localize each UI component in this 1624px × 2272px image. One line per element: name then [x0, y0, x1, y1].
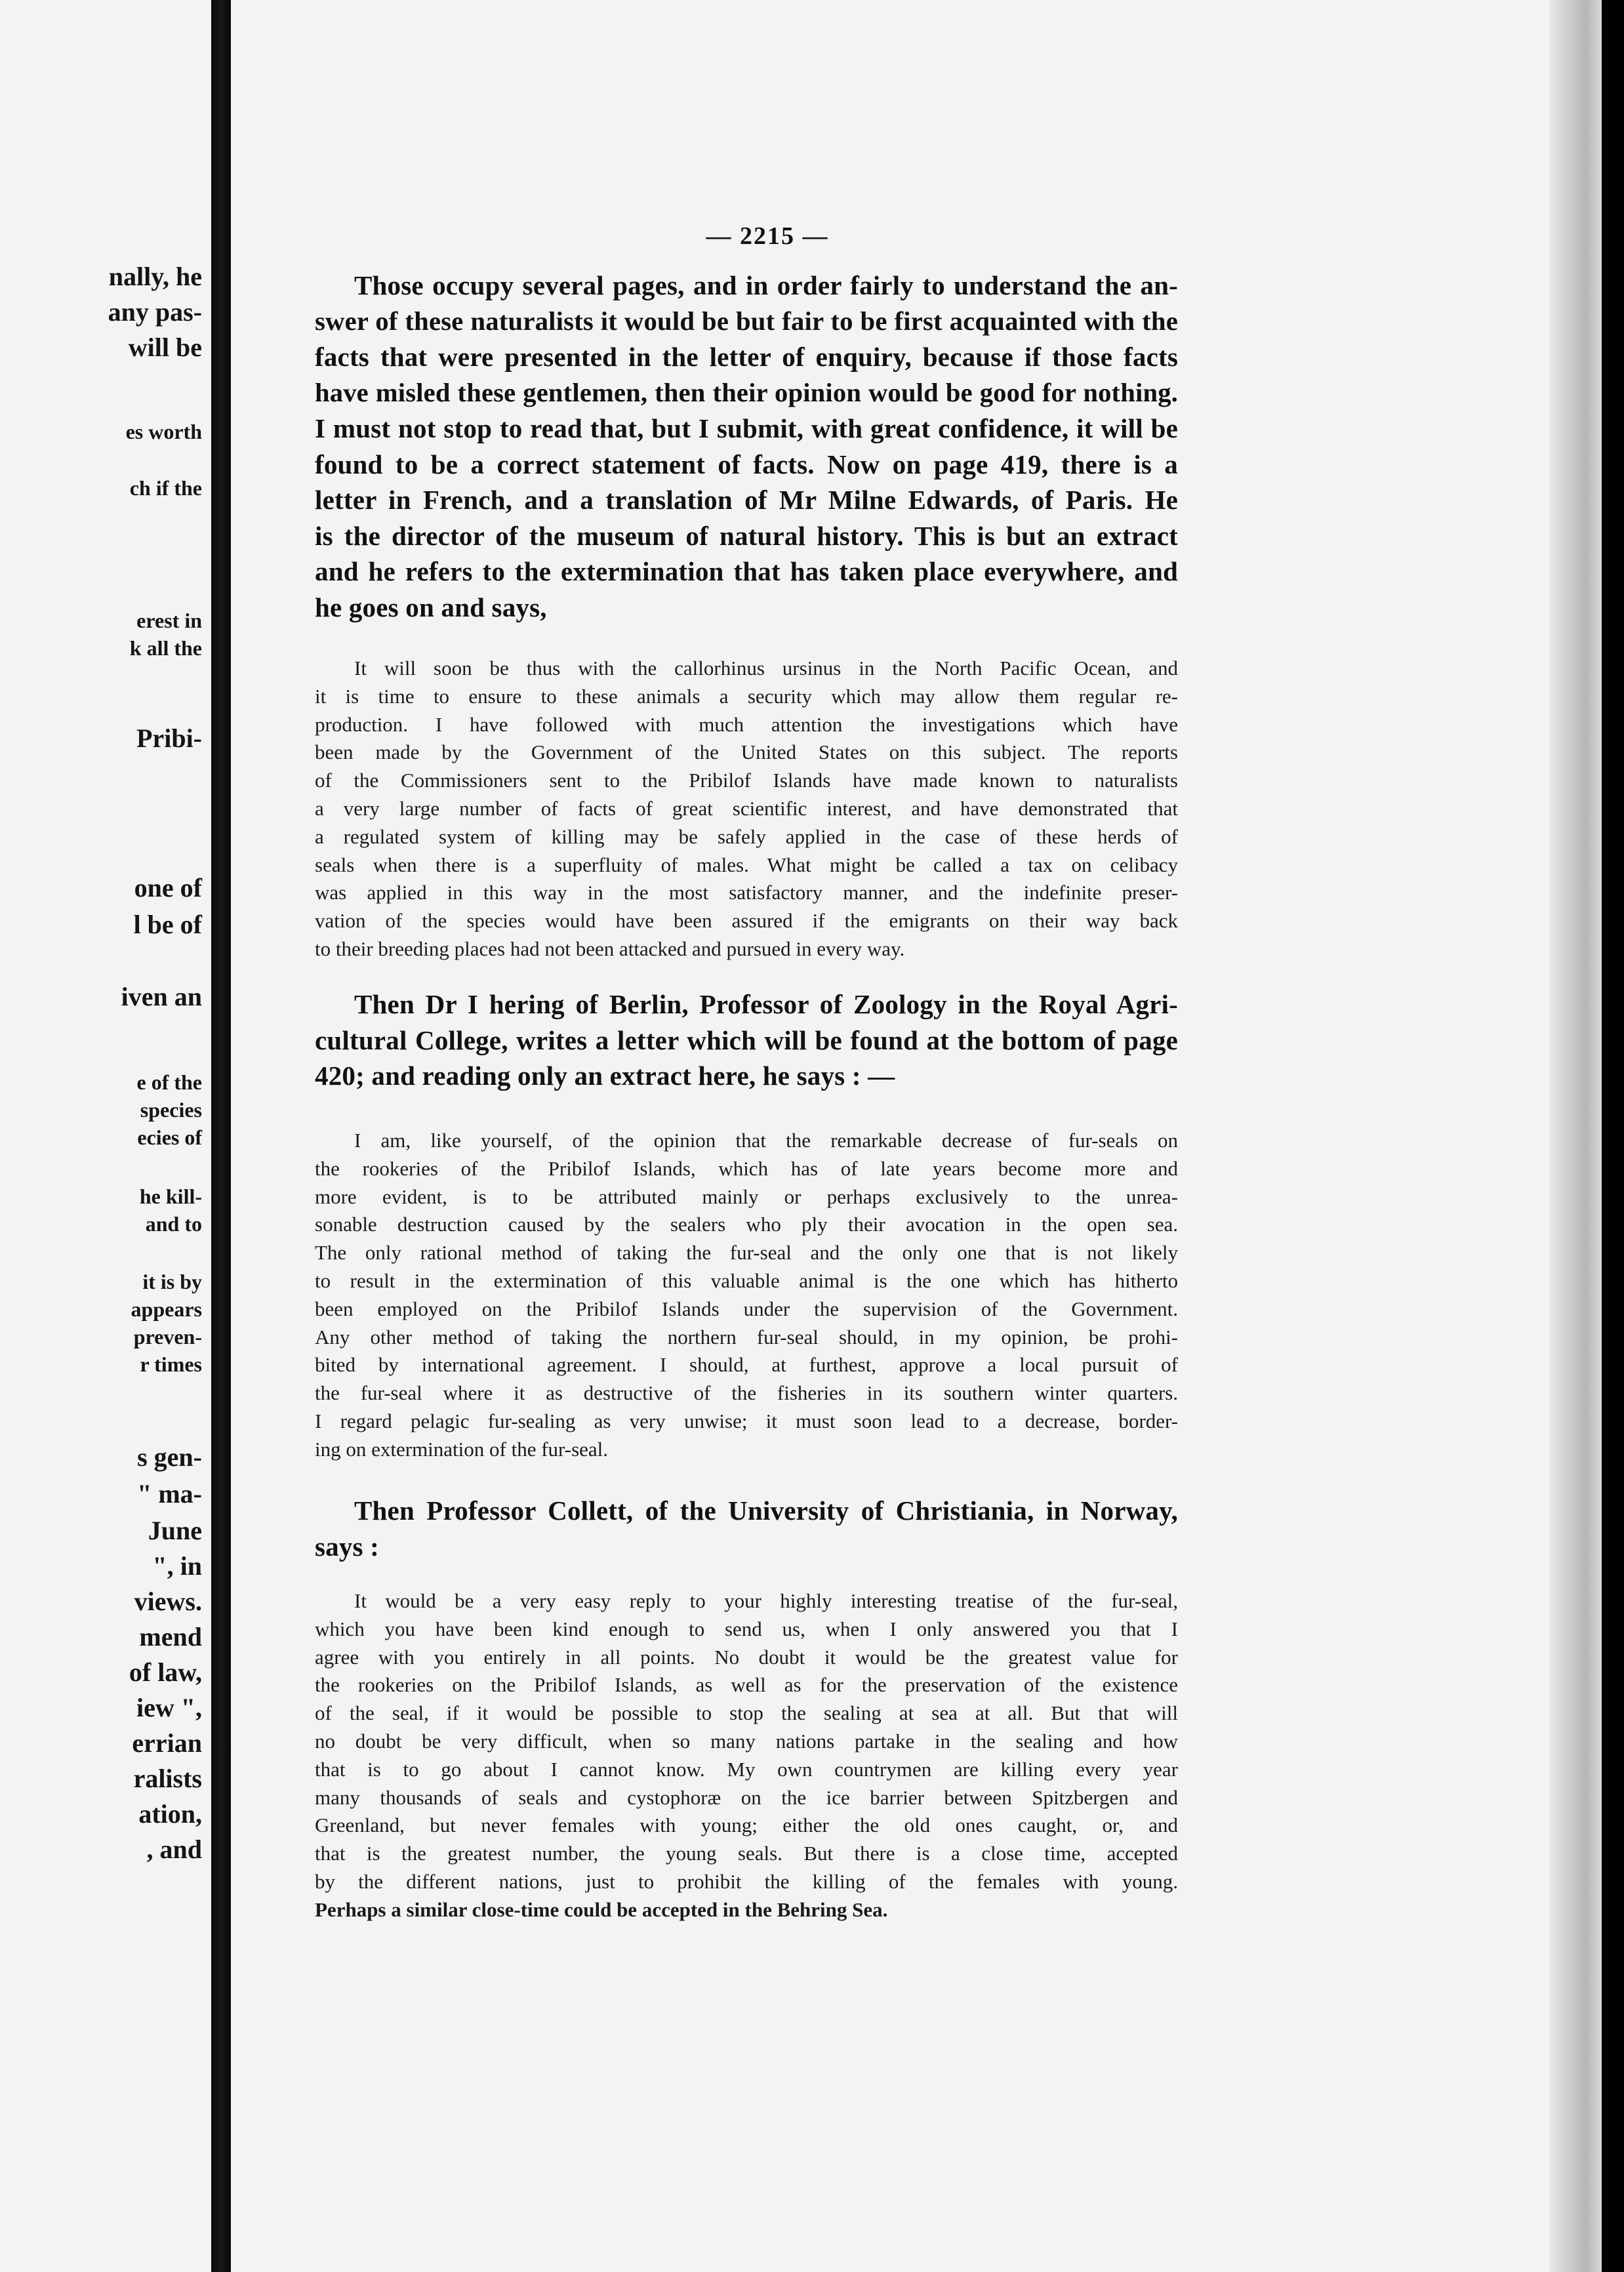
- left-page-line: Pribi-: [136, 723, 202, 753]
- paragraph-1: [315, 268, 1178, 625]
- quote-line: vation of the species would have been assured if the emigrants on their way back: [315, 909, 1178, 933]
- quote-line: no doubt be very difficult, when so many nations partake in the sealing and how: [315, 1729, 1178, 1753]
- quote-line: Greenland, but never females with young; either the old ones caught, or, and: [315, 1814, 1178, 1837]
- quote-line: bited by international agreement. I should, at furthest, approve a local pursuit of: [315, 1353, 1178, 1377]
- left-page-line: one of: [134, 873, 202, 903]
- page-number: — 2215 —: [706, 222, 829, 250]
- text-line: and he refers to the extermination that has taken place everywhere, and: [315, 556, 1178, 586]
- left-page-line: ", in: [152, 1551, 202, 1581]
- left-page-line: es worth: [125, 420, 202, 443]
- left-page-line: errian: [132, 1728, 202, 1758]
- quote-line: been employed on the Pribilof Islands under the supervision of the Government.: [315, 1297, 1178, 1320]
- quote-line: that is to go about I cannot know. My own countrymen are killing every year: [315, 1757, 1178, 1781]
- paragraph-2: [315, 986, 1178, 1094]
- quote-line: the rookeries of the Pribilof Islands, which has of late years become more and: [315, 1156, 1178, 1180]
- quote-ihering: [315, 1127, 1178, 1464]
- text-line: Then Dr I hering of Berlin, Professor of Zoology in the Royal Agri-: [354, 989, 1178, 1019]
- quote-line: Perhaps a similar close-time could be accepted in the Behring Sea.: [315, 1897, 888, 1921]
- left-page-line: r times: [140, 1352, 202, 1376]
- quote-line: a regulated system of killing may be safely applied in the case of these herds of: [315, 824, 1178, 848]
- text-line: Those occupy several pages, and in order fairly to understand the an-: [354, 270, 1178, 300]
- paragraph-3: [315, 1493, 1178, 1564]
- quote-line: more evident, is to be attributed mainly or perhaps exclusively to the unrea-: [315, 1185, 1178, 1208]
- text-line: swer of these naturalists it would be but fair to be first acquainted with the: [315, 306, 1178, 336]
- left-page-line: he kill-: [139, 1185, 202, 1208]
- left-page-line: iew ",: [136, 1693, 202, 1722]
- text-line: facts that were presented in the letter of enquiry, because if those facts: [315, 342, 1178, 372]
- left-page-line: l be of: [133, 910, 202, 939]
- left-page-line: preven-: [133, 1325, 202, 1349]
- quote-line: seals when there is a superfluity of males. What might be called a tax on celibacy: [315, 853, 1178, 876]
- text-line: letter in French, and a translation of Mr Milne Edwards, of Paris. He: [315, 485, 1178, 515]
- left-page-line: nally, he: [108, 262, 202, 291]
- left-page-fragment: [0, 0, 211, 2272]
- text-line: I must not stop to read that, but I submit, with great confidence, it will be: [315, 413, 1178, 443]
- text-line: have misled these gentlemen, then their opinion would be good for nothing.: [315, 377, 1178, 407]
- left-page-line: mend: [139, 1622, 202, 1652]
- left-page-line: erest in: [136, 609, 202, 632]
- quote-line: by the different nations, just to prohibit the killing of the females with young.: [315, 1869, 1178, 1893]
- left-page-line: , and: [146, 1835, 202, 1864]
- quote-line: It would be a very easy reply to your highly interesting treatise of the fur-seal,: [354, 1589, 1178, 1612]
- quote-milne-edwards: [315, 655, 1178, 964]
- quote-line: It will soon be thus with the callorhinus ursinus in the North Pacific Ocean, and: [354, 657, 1178, 680]
- left-page-line: will be: [128, 333, 202, 362]
- quote-line: been made by the Government of the United States on this subject. The reports: [315, 740, 1178, 764]
- quote-line: sonable destruction caused by the sealers who ply their avocation in the open sea.: [315, 1213, 1178, 1236]
- quote-line: I regard pelagic fur-sealing as very unwise; it must soon lead to a decrease, border-: [315, 1409, 1178, 1432]
- left-page-line: views.: [134, 1587, 202, 1616]
- quote-line: that is the greatest number, the young seals. But there is a close time, accepted: [315, 1842, 1178, 1865]
- quote-line: ing on extermination of the fur-seal.: [315, 1437, 609, 1461]
- left-page-line: and to: [145, 1212, 202, 1236]
- quote-line: I am, like yourself, of the opinion that the remarkable decrease of fur-seals on: [354, 1129, 1178, 1152]
- quote-line: of the Commissioners sent to the Pribilof Islands have made known to naturalists: [315, 769, 1178, 792]
- left-page-line: June: [148, 1516, 202, 1545]
- left-page-line: ch if the: [129, 476, 202, 500]
- quote-line: Any other method of taking the northern fur-seal should, in my opinion, be prohi-: [315, 1325, 1178, 1349]
- left-page-line: s gen-: [137, 1442, 202, 1472]
- quote-line: the rookeries on the Pribilof Islands, as well as for the preservation of the existence: [315, 1673, 1178, 1697]
- left-page-line: iven an: [121, 982, 202, 1011]
- quote-line: the fur-seal where it as destructive of the fisheries in its southern winter quarters.: [315, 1381, 1178, 1405]
- scan-border: [1602, 0, 1624, 2272]
- quote-line: production. I have followed with much attention the investigations which have: [315, 712, 1178, 736]
- left-page-line: e of the: [136, 1070, 202, 1094]
- quote-line: many thousands of seals and cystophoræ on the ice barrier between Spitzbergen and: [315, 1785, 1178, 1809]
- left-page-line: ation,: [138, 1799, 202, 1829]
- left-page-line: ralists: [133, 1764, 202, 1793]
- quote-line: to their breeding places had not been attacked and pursued in every way.: [315, 937, 905, 960]
- book-gutter: [211, 0, 231, 2272]
- left-page-line: species: [140, 1098, 202, 1122]
- text-line: says :: [315, 1531, 380, 1562]
- quote-line: it is time to ensure to these animals a security which may allow them regular re-: [315, 684, 1178, 708]
- quote-line: The only rational method of taking the fur-seal and the only one that is not likely: [315, 1241, 1178, 1265]
- left-page-line: of law,: [129, 1657, 202, 1687]
- left-page-line: it is by: [142, 1270, 202, 1293]
- quote-line: agree with you entirely in all points. No doubt it would be the greatest value for: [315, 1645, 1178, 1669]
- quote-line: a very large number of facts of great scientific interest, and have demonstrated that: [315, 796, 1178, 820]
- left-page-line: ecies of: [137, 1126, 202, 1149]
- text-line: he goes on and says,: [315, 592, 547, 622]
- text-line: is the director of the museum of natural history. This is but an extract: [315, 520, 1178, 551]
- quote-collett: [315, 1587, 1178, 1924]
- left-page-line: " ma-: [137, 1479, 202, 1509]
- quote-line: which you have been kind enough to send us, when I only answered you that I: [315, 1617, 1178, 1640]
- text-line: Then Professor Collett, of the University of Christiania, in Norway,: [354, 1495, 1178, 1526]
- quote-line: of the seal, if it would be possible to stop the sealing at sea at all. But that will: [315, 1701, 1178, 1725]
- text-line: cultural College, writes a letter which will be found at the bottom of page: [315, 1024, 1178, 1055]
- left-page-line: appears: [131, 1297, 202, 1321]
- left-page-line: any pas-: [108, 297, 202, 327]
- text-line: found to be a correct statement of facts. Now on page 419, there is a: [315, 449, 1178, 479]
- text-line: 420; and reading only an extract here, he says : —: [315, 1061, 895, 1091]
- page-edge: [1549, 0, 1602, 2272]
- quote-line: was applied in this way in the most satisfactory manner, and the indefinite preser-: [315, 881, 1178, 904]
- left-page-line: k all the: [129, 636, 202, 660]
- quote-line: to result in the extermination of this valuable animal is the one which has hitherto: [315, 1268, 1178, 1292]
